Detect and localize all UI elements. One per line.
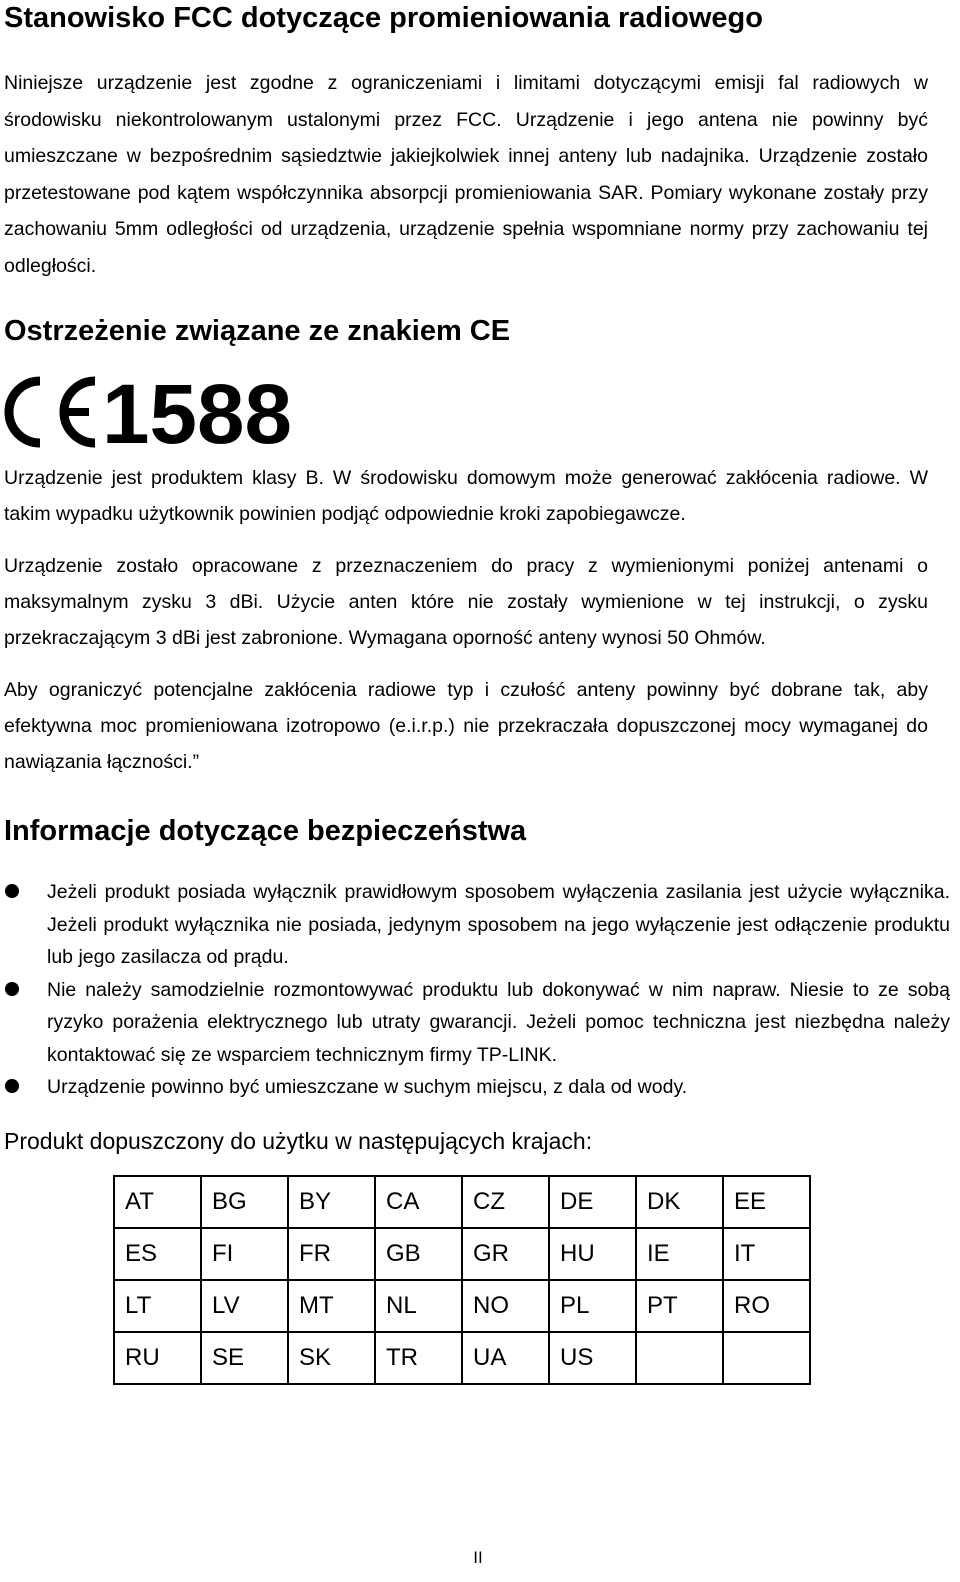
country-cell: NO <box>462 1280 549 1332</box>
country-cell: SK <box>288 1332 375 1384</box>
fcc-heading: Stanowisko FCC dotyczące promieniowania radiowego <box>4 2 763 34</box>
country-cell: CA <box>375 1176 462 1228</box>
country-cell: PL <box>549 1280 636 1332</box>
country-cell: DK <box>636 1176 723 1228</box>
bullet-icon <box>5 982 19 996</box>
country-cell <box>723 1332 810 1384</box>
country-cell: MT <box>288 1280 375 1332</box>
country-cell: FR <box>288 1228 375 1280</box>
country-cell: RO <box>723 1280 810 1332</box>
table-row <box>114 1176 810 1228</box>
table-row <box>114 1280 810 1332</box>
country-cell: LT <box>114 1280 201 1332</box>
country-cell: UA <box>462 1332 549 1384</box>
country-cell: LV <box>201 1280 288 1332</box>
country-cell: GB <box>375 1228 462 1280</box>
table-row <box>114 1228 810 1280</box>
bullet-icon <box>5 1079 19 1093</box>
country-cell: NL <box>375 1280 462 1332</box>
countries-label: Produkt dopuszczony do użytku w następujących krajach: <box>4 1128 593 1154</box>
country-cell: EE <box>723 1176 810 1228</box>
country-cell: GR <box>462 1228 549 1280</box>
bullet-icon <box>5 884 19 898</box>
ce-paragraph-class-b: Urządzenie jest produktem klasy B. W środowisku domowym może generować zakłócenia radiowe. W takim wypadku użytkownik powinien podjąć odpowiednie kroki zapobiegawcze. <box>4 467 928 525</box>
safety-item <box>4 974 950 1072</box>
fcc-paragraph: Niniejsze urządzenie jest zgodne z ograniczeniami i limitami dotyczącymi emisji fal radiowych w środowisku niekontrolowanym ustalonymi przez FCC. Urządzenie i jego antena nie powinny być umieszczane w bezpośrednim sąsiedztwie jakiejkolwiek innej anteny lub nadajnika. Urządzenie zostało przetestowane pod kątem współczynnika absorpcji promieniowania SAR. Pomiary wykonane zostały przy zachowaniu 5mm odległości od urządzenia, urządzenie spełnia wspomniane normy przy zachowaniu tej odległości. <box>4 72 928 277</box>
country-cell: CZ <box>462 1176 549 1228</box>
ce-heading: Ostrzeżenie związane ze znakiem CE <box>4 315 511 347</box>
country-cell: US <box>549 1332 636 1384</box>
safety-item-text: Nie należy samodzielnie rozmontowywać produktu lub dokonywać w nim napraw. Niesie to ze sobą ryzyko porażenia elektrycznego lub utraty gwarancji. Jeżeli pomoc techniczna jest niezbędna należy kontaktować się ze wsparciem technicznym firmy TP-LINK. <box>47 978 950 1066</box>
country-cell: AT <box>114 1176 201 1228</box>
country-cell: PT <box>636 1280 723 1332</box>
safety-heading: Informacje dotyczące bezpieczeństwa <box>4 815 527 847</box>
country-cell: BG <box>201 1176 288 1228</box>
country-cell: TR <box>375 1332 462 1384</box>
country-cell: DE <box>549 1176 636 1228</box>
country-cell <box>636 1332 723 1384</box>
ce-mark-number: 1588 <box>102 376 292 448</box>
safety-item <box>4 876 950 974</box>
ce-mark-c <box>9 381 40 443</box>
page-number: II <box>473 1548 483 1567</box>
country-cell: IT <box>723 1228 810 1280</box>
ce-mark-logo <box>4 376 304 448</box>
safety-list <box>4 876 950 1104</box>
country-cell: FI <box>201 1228 288 1280</box>
safety-item-text: Urządzenie powinno być umieszczane w suchym miejscu, z dala od wody. <box>47 1076 688 1098</box>
countries-table <box>113 1175 811 1385</box>
country-cell: HU <box>549 1228 636 1280</box>
safety-item <box>4 1071 950 1104</box>
country-cell: IE <box>636 1228 723 1280</box>
ce-paragraph-eirp: Aby ograniczyć potencjalne zakłócenia radiowe typ i czułość anteny powinny być dobrane tak, aby efektywna moc promieniowana izotropowo (e.i.r.p.) nie przekraczała dopuszczonej mocy wymaganej do nawiązania łączności.” <box>4 679 928 773</box>
country-cell: RU <box>114 1332 201 1384</box>
country-cell: SE <box>201 1332 288 1384</box>
safety-item-text: Jeżeli produkt posiada wyłącznik prawidłowym sposobem wyłączenia zasilania jest użycie wyłącznika. Jeżeli produkt wyłącznika nie posiada, jedynym sposobem na jego wyłączenie jest odłączenie produktu lub jego zasilacza od prądu. <box>47 881 950 968</box>
country-cell: BY <box>288 1176 375 1228</box>
ce-paragraph-antenna: Urządzenie zostało opracowane z przeznaczeniem do pracy z wymienionymi poniżej antenami o maksymalnym zysku 3 dBi. Użycie anten które nie zostały wymienione w tej instrukcji, o zysku przekraczającym 3 dBi jest zabronione. Wymagana oporność anteny wynosi 50 Ohmów. <box>4 555 928 649</box>
country-cell: ES <box>114 1228 201 1280</box>
table-row <box>114 1332 810 1384</box>
